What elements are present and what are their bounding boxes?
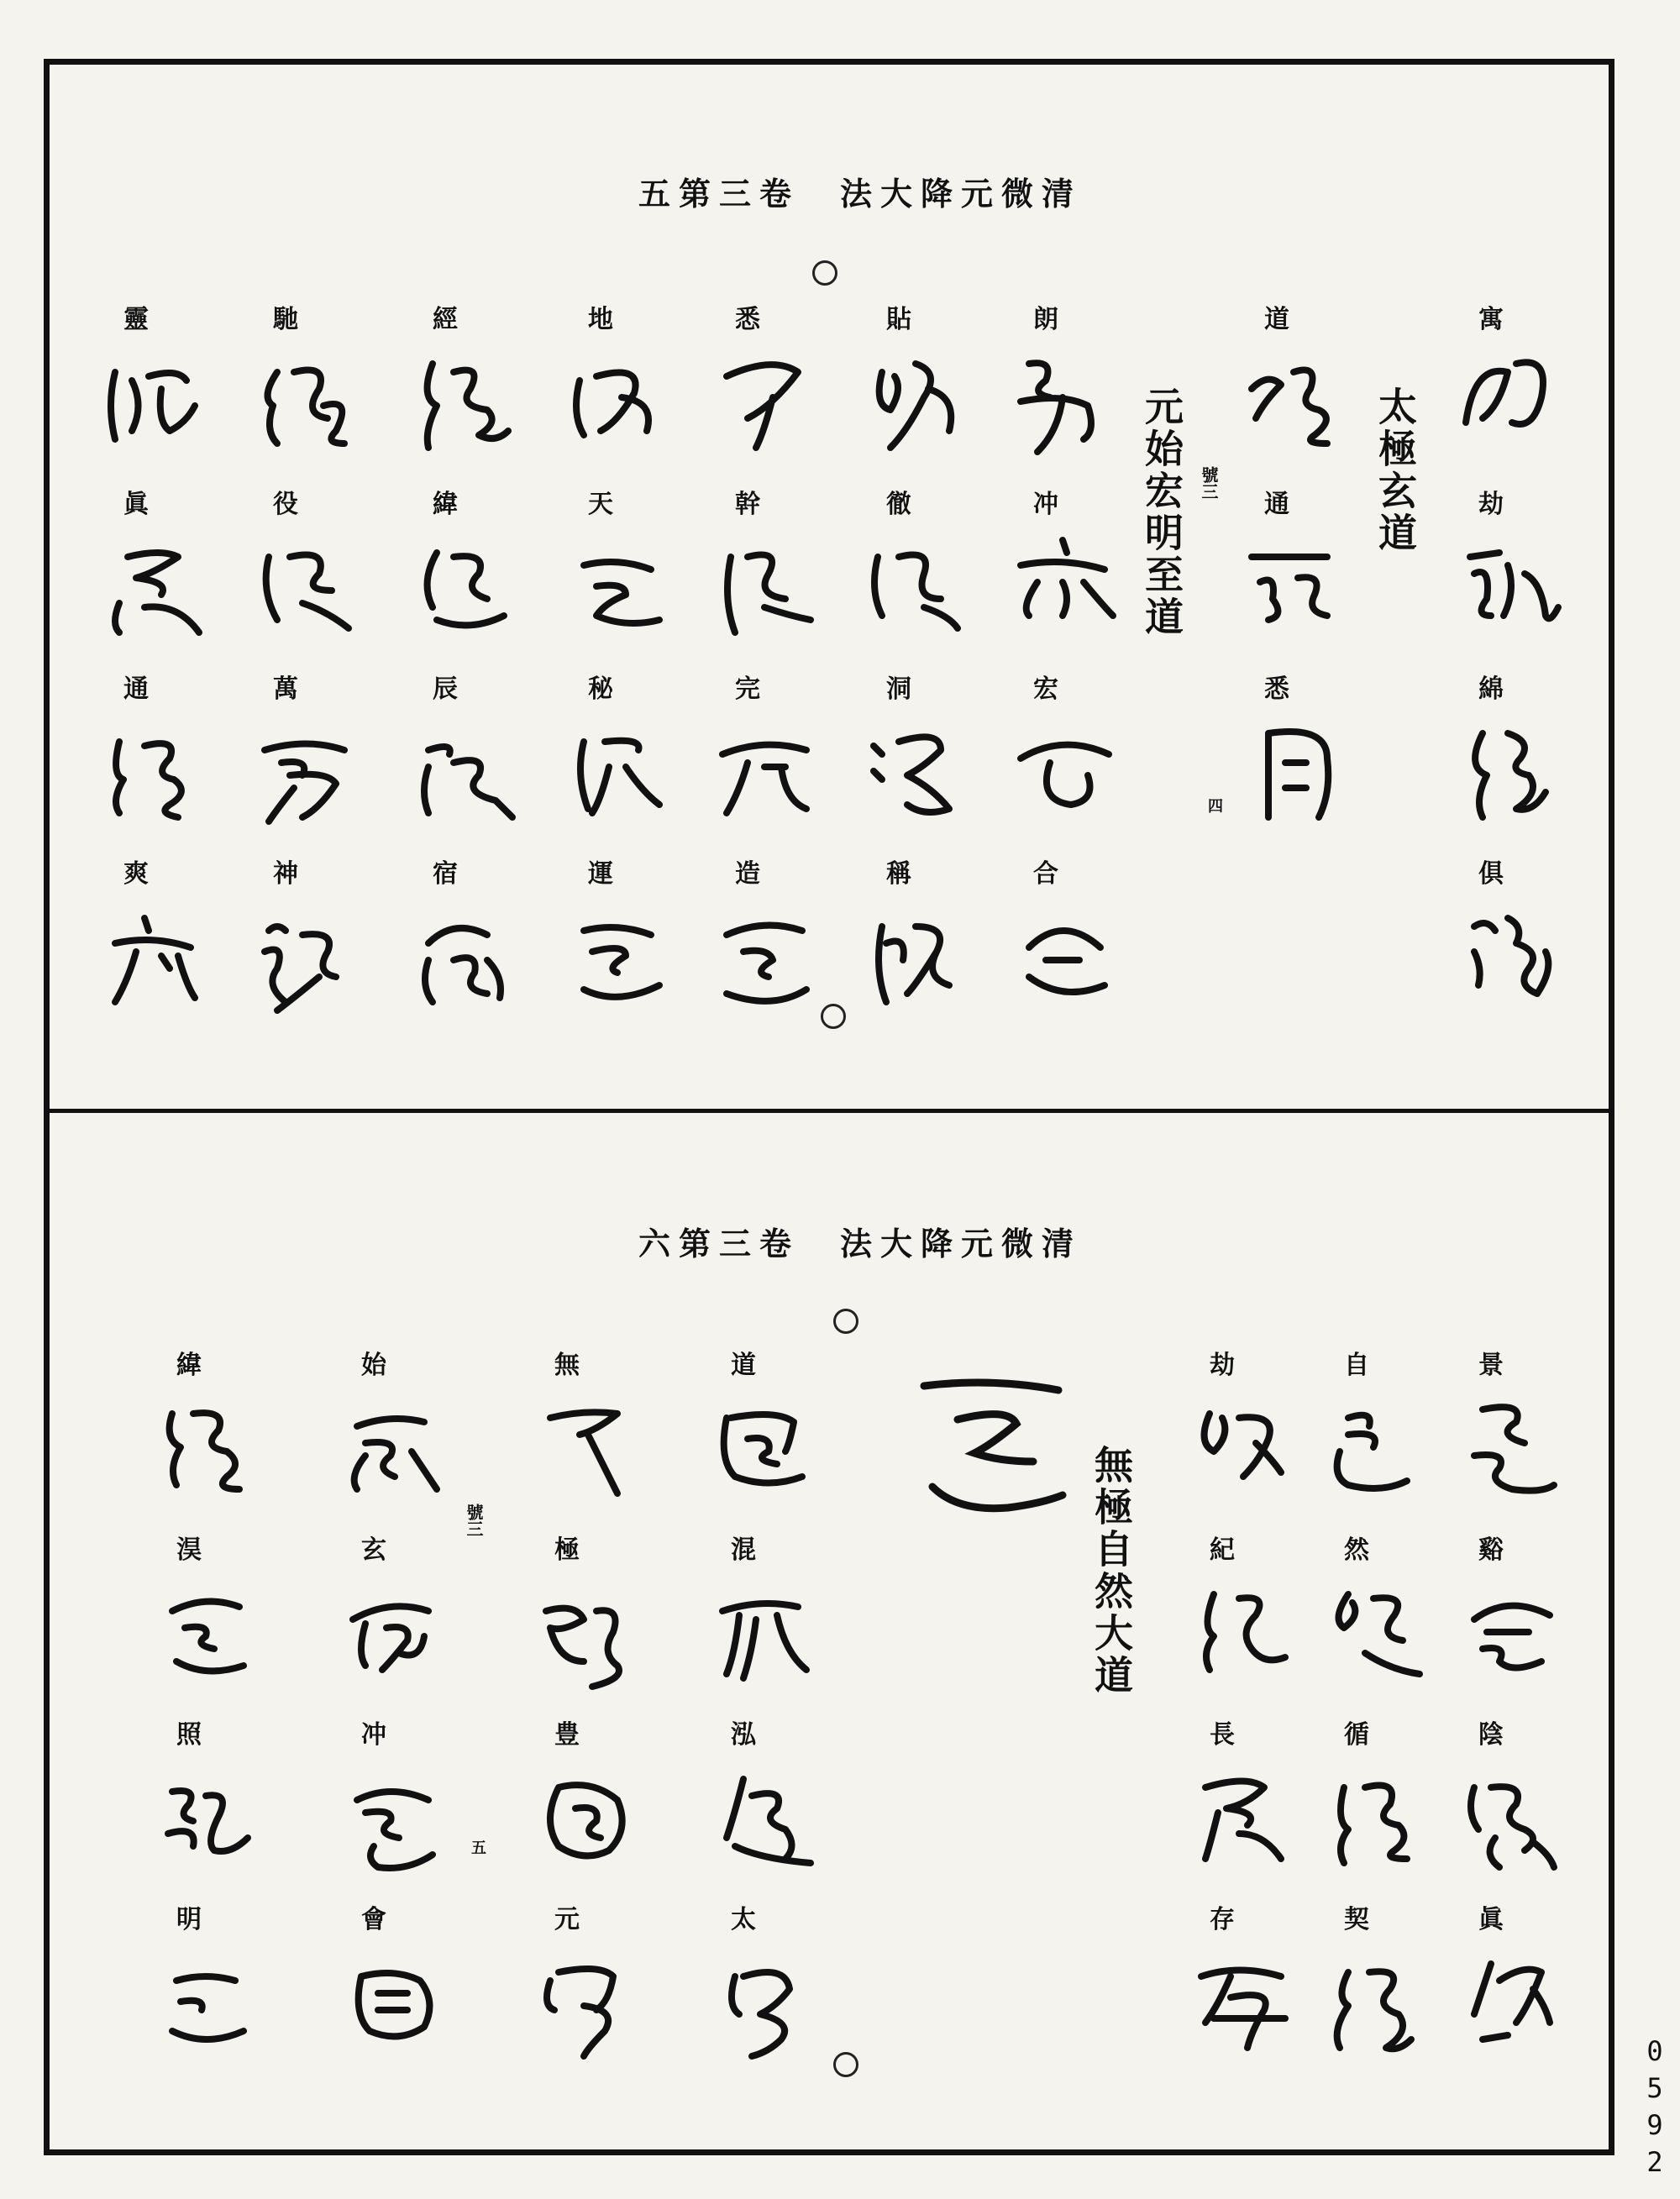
char-cell — [1315, 1529, 1441, 1714]
char-cell — [559, 668, 685, 853]
char-label: 通 — [1264, 490, 1289, 519]
char-label: 然 — [1344, 1535, 1369, 1565]
cursive-glyph — [403, 339, 529, 464]
char-cell — [1180, 1529, 1306, 1714]
char-label: 爽 — [123, 859, 149, 889]
cursive-glyph — [244, 339, 370, 464]
char-label: 照 — [176, 1720, 202, 1750]
char-cell — [525, 1898, 651, 2083]
cursive-glyph — [525, 1384, 651, 1510]
page-number-digit: 2 — [1646, 2146, 1663, 2178]
cursive-glyph — [559, 339, 685, 464]
top-section-title: 太極玄道 — [1373, 386, 1418, 554]
cursive-glyph — [559, 893, 685, 1019]
char-cell — [244, 668, 370, 853]
char-cell — [1449, 668, 1575, 853]
cursive-glyph — [1180, 1569, 1306, 1695]
char-cell — [701, 1344, 827, 1529]
char-cell — [706, 483, 832, 668]
cursive-glyph — [332, 1569, 458, 1695]
char-label: 劫 — [1210, 1351, 1235, 1380]
char-cell — [94, 298, 220, 483]
char-label: 極 — [554, 1535, 580, 1565]
char-cell — [857, 298, 983, 483]
char-cell — [525, 1344, 651, 1529]
char-cell — [559, 298, 685, 483]
cursive-glyph — [701, 1569, 827, 1695]
char-cell — [1180, 1344, 1306, 1529]
char-label: 馳 — [273, 305, 298, 334]
cursive-glyph — [1315, 1754, 1441, 1880]
char-label: 天 — [588, 490, 613, 519]
cursive-glyph — [1235, 523, 1361, 649]
cursive-glyph — [1315, 1384, 1441, 1510]
char-label: 混 — [731, 1535, 756, 1565]
char-cell — [857, 483, 983, 668]
cursive-glyph — [1235, 708, 1361, 834]
top-page-mark: 四 — [1205, 798, 1223, 813]
char-label: 景 — [1478, 1351, 1504, 1380]
char-label: 淏 — [176, 1535, 202, 1565]
bottom-page-mark: 五 — [469, 1839, 486, 1855]
char-label: 陰 — [1478, 1720, 1504, 1750]
char-label: 循 — [1344, 1720, 1369, 1750]
cursive-glyph — [1004, 523, 1130, 649]
char-cell — [1449, 298, 1575, 483]
char-label: 幹 — [735, 490, 760, 519]
cursive-glyph — [1235, 339, 1361, 464]
char-label: 造 — [735, 859, 760, 889]
cursive-glyph — [1180, 1384, 1306, 1510]
page-number — [1638, 2033, 1672, 2181]
bottom-section-note: 號三 — [464, 1504, 484, 1537]
char-label: 洞 — [886, 674, 911, 704]
cursive-glyph — [706, 708, 832, 834]
cursive-glyph — [1449, 708, 1575, 834]
char-cell — [94, 483, 220, 668]
char-label: 宿 — [433, 859, 458, 889]
cursive-glyph — [706, 523, 832, 649]
char-cell — [525, 1714, 651, 1898]
char-cell — [147, 1529, 273, 1714]
char-label: 元 — [554, 1905, 580, 1934]
char-label: 寓 — [1478, 305, 1504, 334]
char-cell — [1449, 483, 1575, 668]
char-label: 契 — [1344, 1905, 1369, 1934]
cursive-glyph — [701, 1384, 827, 1510]
cursive-glyph — [857, 339, 983, 464]
char-label: 冲 — [361, 1720, 386, 1750]
cursive-glyph — [857, 523, 983, 649]
binding-hole — [812, 260, 837, 286]
cursive-glyph — [701, 1939, 827, 2065]
char-label: 緯 — [176, 1351, 202, 1380]
char-label: 通 — [123, 674, 149, 704]
top-header: 五第三卷 法大降元微清 — [638, 175, 1083, 213]
char-cell — [1315, 1898, 1441, 2083]
cursive-glyph — [147, 1754, 273, 1880]
cursive-glyph — [706, 893, 832, 1019]
cursive-glyph — [525, 1754, 651, 1880]
cursive-glyph — [1449, 339, 1575, 464]
cursive-glyph — [1449, 523, 1575, 649]
char-cell — [559, 483, 685, 668]
char-cell — [147, 1714, 273, 1898]
cursive-glyph — [1004, 893, 1130, 1019]
cursive-glyph — [525, 1939, 651, 2065]
cursive-glyph — [147, 1569, 273, 1695]
char-label: 運 — [588, 859, 613, 889]
char-label: 宏 — [1033, 674, 1058, 704]
char-cell — [1004, 298, 1130, 483]
char-label: 秘 — [588, 674, 613, 704]
cursive-glyph — [1449, 1384, 1575, 1510]
cursive-glyph — [559, 708, 685, 834]
char-label: 太 — [731, 1905, 756, 1934]
char-cell — [1004, 668, 1130, 853]
char-cell — [706, 298, 832, 483]
cursive-glyph — [559, 523, 685, 649]
char-label: 紀 — [1210, 1535, 1235, 1565]
char-label: 地 — [588, 305, 613, 334]
char-cell — [701, 1529, 827, 1714]
char-cell — [1004, 853, 1130, 1037]
char-label: 悉 — [735, 305, 760, 334]
char-label: 長 — [1210, 1720, 1235, 1750]
cursive-glyph — [1449, 1569, 1575, 1695]
char-label: 眞 — [123, 490, 149, 519]
char-cell — [1004, 483, 1130, 668]
char-label: 眞 — [1478, 1905, 1504, 1934]
char-label: 道 — [731, 1351, 756, 1380]
char-cell — [706, 668, 832, 853]
char-cell — [1315, 1344, 1441, 1529]
char-cell — [1235, 483, 1361, 668]
cursive-glyph — [332, 1939, 458, 2065]
char-cell — [244, 483, 370, 668]
top-section-note: 號三 — [1199, 466, 1219, 500]
cursive-glyph — [244, 523, 370, 649]
char-label: 靈 — [123, 305, 149, 334]
char-cell — [1235, 668, 1361, 853]
char-label: 始 — [361, 1351, 386, 1380]
large-cursive-glyph — [907, 1361, 1075, 1529]
char-cell — [147, 1898, 273, 2083]
cursive-glyph — [706, 339, 832, 464]
char-cell — [1315, 1714, 1441, 1898]
cursive-glyph — [701, 1754, 827, 1880]
char-cell — [332, 1529, 458, 1714]
char-label: 俱 — [1478, 859, 1504, 889]
cursive-glyph — [147, 1939, 273, 2065]
char-cell — [403, 298, 529, 483]
binding-hole — [833, 1309, 858, 1334]
char-label: 明 — [176, 1905, 202, 1934]
char-cell — [244, 298, 370, 483]
char-cell — [332, 1344, 458, 1529]
char-cell — [403, 483, 529, 668]
char-label: 稱 — [886, 859, 911, 889]
char-label: 悉 — [1264, 674, 1289, 704]
char-cell — [1449, 853, 1575, 1037]
cursive-glyph — [403, 523, 529, 649]
char-cell — [701, 1898, 827, 2083]
cursive-glyph — [94, 893, 220, 1019]
cursive-glyph — [332, 1384, 458, 1510]
char-cell — [94, 668, 220, 853]
cursive-glyph — [1449, 1939, 1575, 2065]
char-label: 役 — [273, 490, 298, 519]
cursive-glyph — [332, 1754, 458, 1880]
cursive-glyph — [403, 708, 529, 834]
char-label: 道 — [1264, 305, 1289, 334]
page-number-digit: 9 — [1646, 2109, 1663, 2141]
char-cell — [559, 853, 685, 1037]
cursive-glyph — [94, 708, 220, 834]
char-cell — [525, 1529, 651, 1714]
top-section-title-2: 元始宏明至道 — [1139, 386, 1184, 638]
char-label: 朗 — [1033, 305, 1058, 334]
cursive-glyph — [1449, 1754, 1575, 1880]
char-label: 自 — [1344, 1351, 1369, 1380]
char-label: 玄 — [361, 1535, 386, 1565]
char-cell — [857, 853, 983, 1037]
bottom-header: 六第三卷 法大降元微清 — [638, 1225, 1083, 1262]
char-label: 存 — [1210, 1905, 1235, 1934]
page-number-digit: 0 — [1646, 2035, 1663, 2067]
cursive-glyph — [1180, 1754, 1306, 1880]
cursive-glyph — [94, 523, 220, 649]
char-cell — [1449, 1529, 1575, 1714]
char-cell — [403, 668, 529, 853]
char-label: 谿 — [1478, 1535, 1504, 1565]
char-cell — [403, 853, 529, 1037]
char-label: 冲 — [1033, 490, 1058, 519]
char-label: 合 — [1033, 859, 1058, 889]
char-cell — [1449, 1344, 1575, 1529]
bottom-section-title: 無極自然大道 — [1089, 1445, 1134, 1697]
cursive-glyph — [244, 708, 370, 834]
char-cell — [94, 853, 220, 1037]
char-label: 豊 — [554, 1720, 580, 1750]
char-cell — [1180, 1714, 1306, 1898]
cursive-glyph — [147, 1384, 273, 1510]
char-label: 萬 — [273, 674, 298, 704]
page-number-digit: 5 — [1646, 2072, 1663, 2104]
char-cell — [857, 668, 983, 853]
char-cell — [332, 1898, 458, 2083]
cursive-glyph — [1449, 893, 1575, 1019]
char-cell — [244, 853, 370, 1037]
cursive-glyph — [1315, 1569, 1441, 1695]
char-label: 貼 — [886, 305, 911, 334]
char-cell — [1449, 1714, 1575, 1898]
char-label: 辰 — [433, 674, 458, 704]
char-label: 完 — [735, 674, 760, 704]
binding-hole — [833, 2052, 858, 2077]
char-cell — [1180, 1898, 1306, 2083]
char-label: 會 — [361, 1905, 386, 1934]
char-label: 經 — [433, 305, 458, 334]
char-cell — [1449, 1898, 1575, 2083]
cursive-glyph — [1315, 1939, 1441, 2065]
char-label: 泓 — [731, 1720, 756, 1750]
char-cell — [701, 1714, 827, 1898]
char-label: 綿 — [1478, 674, 1504, 704]
char-cell — [706, 853, 832, 1037]
cursive-glyph — [1004, 339, 1130, 464]
char-label: 緯 — [433, 490, 458, 519]
char-label: 徹 — [886, 490, 911, 519]
cursive-glyph — [1180, 1939, 1306, 2065]
cursive-glyph — [403, 893, 529, 1019]
char-cell — [147, 1344, 273, 1529]
cursive-glyph — [857, 708, 983, 834]
cursive-glyph — [525, 1569, 651, 1695]
char-cell — [332, 1714, 458, 1898]
char-label: 神 — [273, 859, 298, 889]
char-label: 劫 — [1478, 490, 1504, 519]
cursive-glyph — [94, 339, 220, 464]
cursive-glyph — [1004, 708, 1130, 834]
cursive-glyph — [244, 893, 370, 1019]
char-cell — [1235, 298, 1361, 483]
cursive-glyph — [857, 893, 983, 1019]
panel-divider — [44, 1109, 1614, 1113]
char-label: 無 — [554, 1351, 580, 1380]
